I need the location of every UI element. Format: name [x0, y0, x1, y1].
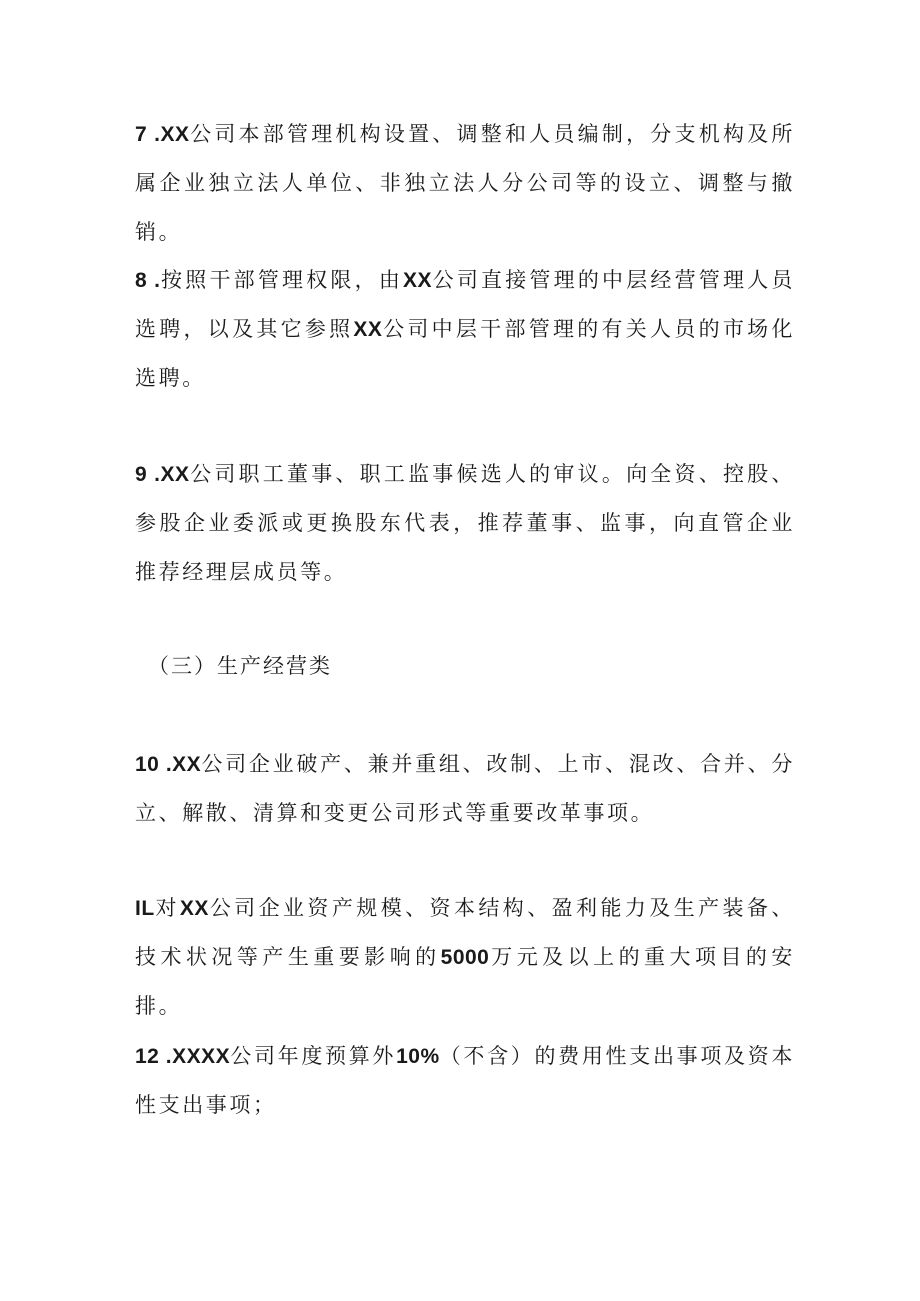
paragraph-12 [135, 1032, 795, 1130]
paragraph-text: 公司企业资产规模、资本结构、盈利能力及生产装备、技术状况等产生重要影响的 [135, 896, 795, 969]
paragraph-10 [135, 740, 795, 838]
company-code: XX [179, 897, 209, 920]
amount-value: 5000 [440, 946, 490, 969]
paragraph-8 [135, 256, 795, 403]
paragraph-text: 公司中层干部管理的有关人员的市场化选聘。 [135, 317, 795, 390]
paragraph-text: 对 [154, 896, 180, 920]
paragraph-text: （不含）的费用性支出事项及资本性支出事项； [135, 1044, 796, 1117]
item-number: 9 .XX [135, 463, 190, 486]
item-number: 8 . [135, 269, 161, 292]
paragraph-text: 公司企业破产、兼并重组、改制、上市、混改、合并、分立、解散、清算和变更公司形式等重要改革事项。 [135, 752, 796, 825]
paragraph-text: 按照干部管理权限，由 [160, 268, 404, 292]
paragraph-text: 公司年度预算外 [230, 1044, 397, 1068]
paragraph-7 [135, 110, 795, 257]
item-number: 7 .XX [135, 123, 190, 146]
paragraph-11 [135, 884, 795, 1031]
paragraph-text: 公司直接管理的中层经营管理人员选聘，以及其它参照 [135, 268, 796, 341]
item-number: 12 .XXXX [135, 1045, 231, 1068]
section-heading: （三）生产经营类 [148, 654, 332, 678]
paragraph-text: 公司本部管理机构设置、调整和人员编制，分支机构及所属企业独立法人单位、非独立法人分公司等的设立、调整与撤销。 [135, 122, 795, 244]
company-code: XX [353, 318, 383, 341]
percent-value: 10% [396, 1045, 440, 1068]
paragraph-text: 公司职工董事、职工监事候选人的审议。向全资、控股、参股企业委派或更换股东代表，推荐董事、监事，向直管企业推荐经理层成员等。 [135, 462, 795, 584]
item-number: IL [135, 897, 155, 920]
company-code: XX [403, 269, 433, 292]
paragraph-text: 万元及以上的重大项目的安排。 [135, 945, 795, 1018]
paragraph-9 [135, 450, 795, 597]
item-number: 10 .XX [135, 753, 202, 776]
